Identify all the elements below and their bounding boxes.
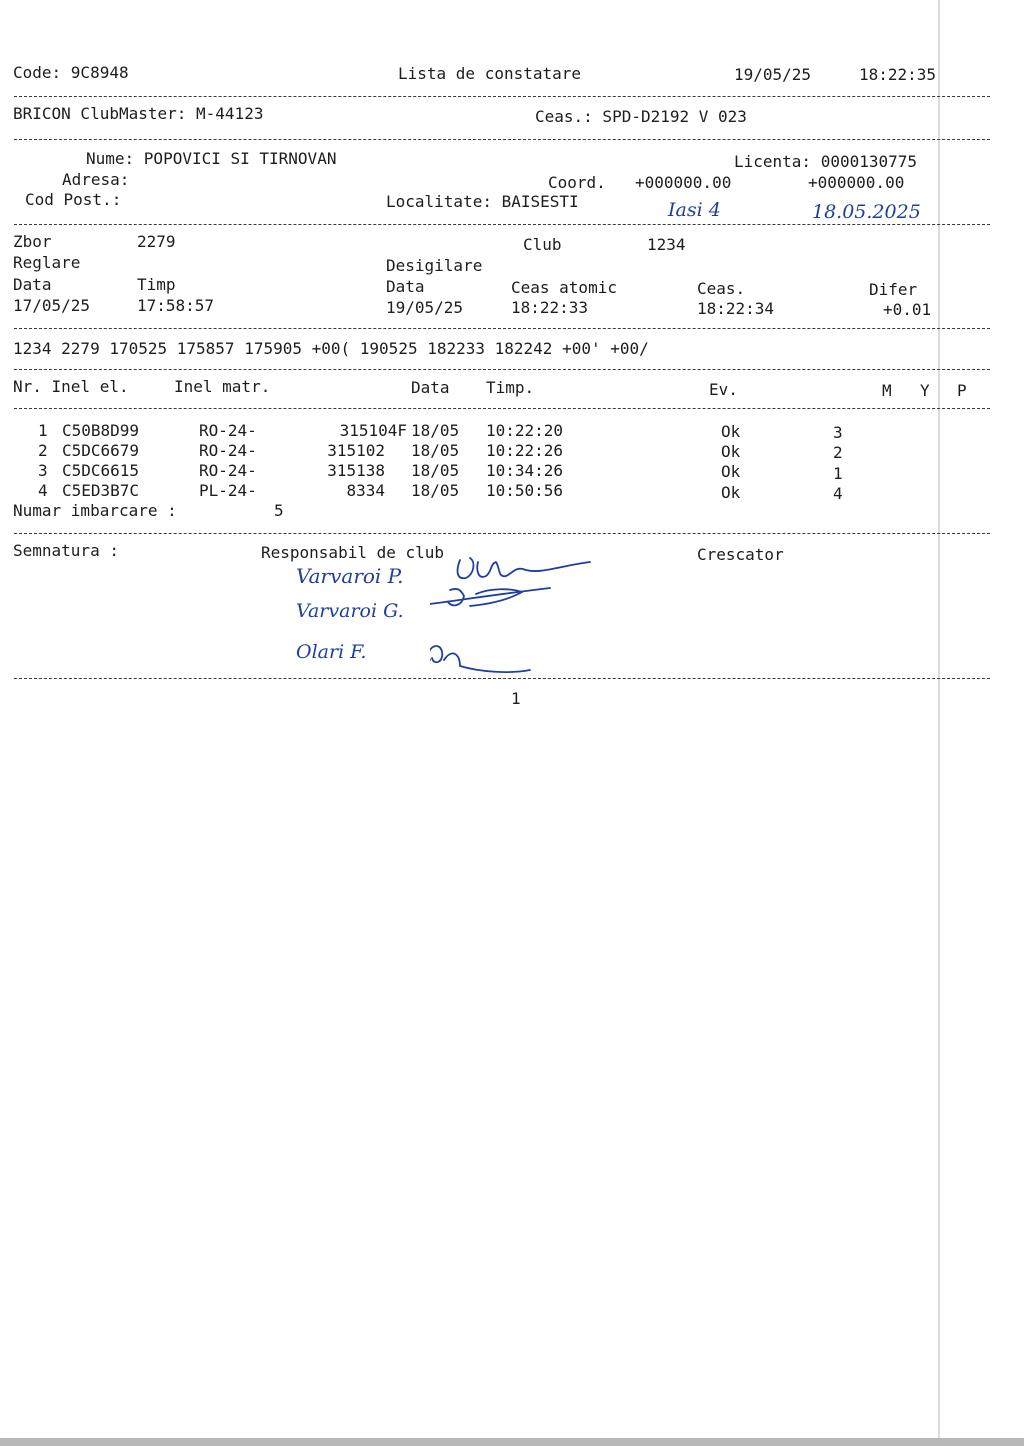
header-timp: Timp. — [486, 378, 535, 397]
row-inel-el: C5DC6615 — [62, 461, 140, 480]
postal-code-label: Cod Post.: — [25, 190, 122, 209]
header-p: P — [957, 381, 967, 400]
row-country: RO-24- — [199, 441, 257, 460]
row-data: 18/05 — [411, 421, 460, 440]
coord-label: Coord. — [548, 173, 606, 192]
row-m: 1 — [833, 464, 843, 483]
header-data: Data — [411, 378, 450, 397]
club-responsible-label: Responsabil de club — [261, 543, 445, 562]
divider — [14, 139, 990, 140]
header-m: M — [882, 381, 892, 400]
boarding-count-label: Numar imbarcare : — [13, 501, 177, 520]
header-y: Y — [920, 381, 930, 400]
row-inel-el: C50B8D99 — [62, 421, 140, 440]
row-data: 18/05 — [411, 461, 460, 480]
row-nr: 3 — [38, 461, 48, 480]
row-timp: 10:22:26 — [486, 441, 564, 460]
page-edge-shadow — [938, 0, 940, 1446]
coord-lon: +000000.00 — [808, 173, 905, 192]
row-matr: 315104F — [339, 421, 407, 440]
handwritten-place: Iasi 4 — [668, 199, 721, 221]
owner-name: Nume: POPOVICI SI TIRNOVAN — [86, 149, 337, 168]
signer-name-3: Olari F. — [296, 641, 367, 663]
atomic-clock-label: Ceas atomic — [511, 278, 617, 297]
row-matr: 8334 — [346, 481, 385, 500]
divider — [14, 369, 990, 370]
coord-lat: +000000.00 — [635, 173, 732, 192]
header-inel-matr: Inel matr. — [174, 377, 271, 396]
divider — [14, 533, 990, 534]
licence: Licenta: 0000130775 — [734, 152, 918, 171]
row-data: 18/05 — [411, 481, 460, 500]
print-time: 18:22:35 — [859, 65, 937, 84]
encoded-summary-line: 1234 2279 170525 175857 175905 +00( 190525 182233 182242 +00' +00/ — [13, 339, 649, 358]
reglare-time: 17:58:57 — [137, 296, 215, 315]
atomic-clock-time: 18:22:33 — [511, 298, 589, 317]
desigilare-date-label: Data — [386, 277, 425, 296]
row-inel-el: C5ED3B7C — [62, 481, 140, 500]
row-m: 4 — [833, 484, 843, 503]
divider — [14, 328, 990, 329]
row-ev: Ok — [721, 462, 741, 481]
header-ev: Ev. — [709, 380, 738, 399]
header-nr-inel-el: Nr. Inel el. — [13, 377, 129, 396]
row-country: RO-24- — [199, 421, 257, 440]
row-timp: 10:34:26 — [486, 461, 564, 480]
reglare-label: Reglare — [13, 253, 81, 272]
divider — [14, 224, 990, 225]
row-inel-el: C5DC6679 — [62, 441, 140, 460]
breeder-label: Crescator — [697, 545, 784, 564]
document-title: Lista de constatare — [398, 64, 582, 83]
flight-label: Zbor — [13, 232, 52, 251]
divider — [14, 678, 990, 679]
clock-id: Ceas.: SPD-D2192 V 023 — [535, 107, 747, 126]
document-code: Code: 9C8948 — [13, 63, 129, 82]
handwritten-date: 18.05.2025 — [812, 201, 921, 223]
signer-name-1: Varvaroi P. — [296, 564, 404, 588]
row-matr: 315138 — [327, 461, 385, 480]
clock-difference: +0.01 — [883, 300, 932, 319]
club-number: 1234 — [647, 235, 686, 254]
reglare-date: 17/05/25 — [13, 296, 91, 315]
flight-number: 2279 — [137, 232, 176, 251]
desigilare-date: 19/05/25 — [386, 298, 464, 317]
difference-label: Difer — [869, 280, 918, 299]
divider — [14, 408, 990, 409]
row-country: RO-24- — [199, 461, 257, 480]
row-nr: 2 — [38, 441, 48, 460]
row-country: PL-24- — [199, 481, 257, 500]
reglare-time-label: Timp — [137, 275, 176, 294]
clock-label: Ceas. — [697, 279, 746, 298]
row-data: 18/05 — [411, 441, 460, 460]
print-date: 19/05/25 — [734, 65, 812, 84]
row-ev: Ok — [721, 442, 741, 461]
row-ev: Ok — [721, 483, 741, 502]
clock-time: 18:22:34 — [697, 299, 775, 318]
boarding-count: 5 — [274, 501, 284, 520]
row-nr: 4 — [38, 481, 48, 500]
signer-name-2: Varvaroi G. — [296, 600, 404, 622]
row-m: 2 — [833, 443, 843, 462]
locality: Localitate: BAISESTI — [386, 192, 579, 211]
club-label: Club — [523, 235, 562, 254]
row-timp: 10:22:20 — [486, 421, 564, 440]
address-label: Adresa: — [62, 170, 130, 189]
page-number: 1 — [511, 689, 521, 708]
clubmaster-id: BRICON ClubMaster: M-44123 — [13, 104, 264, 123]
signature-label: Semnatura : — [13, 541, 119, 560]
desigilare-label: Desigilare — [386, 256, 483, 275]
row-m: 3 — [833, 423, 843, 442]
handwritten-signatures — [430, 548, 600, 688]
row-matr: 315102 — [327, 441, 385, 460]
row-ev: Ok — [721, 422, 741, 441]
row-timp: 10:50:56 — [486, 481, 564, 500]
row-nr: 1 — [38, 421, 48, 440]
divider — [14, 96, 990, 97]
scan-bottom-edge — [0, 1438, 1024, 1446]
reglare-date-label: Data — [13, 275, 52, 294]
